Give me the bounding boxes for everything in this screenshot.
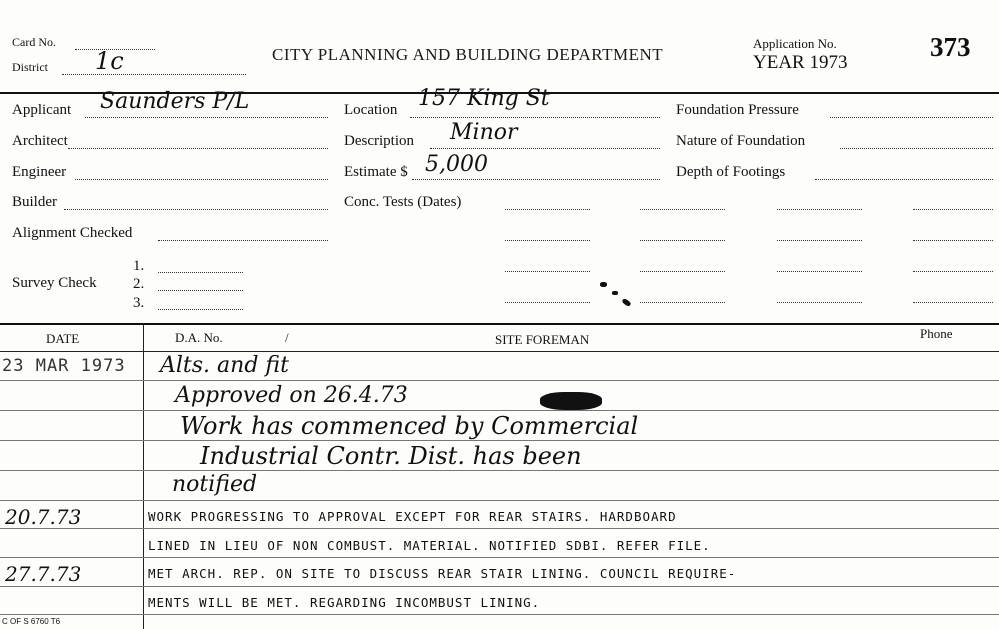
conc-line [913,240,993,241]
survey-line-1 [158,272,243,273]
survey-item-3: 3. [133,295,145,311]
estimate-line [412,179,660,180]
architect-line [68,148,328,149]
district-label: District [12,60,48,74]
conc-line [777,240,862,241]
district-line [62,74,246,75]
log-header-divider [0,351,999,352]
log-entry-1-line-2: Approved on 26.4.73 [175,383,408,408]
year-label: YEAR 1973 [753,52,848,73]
estimate-label: Estimate $ [344,164,408,180]
row-rule [0,500,999,501]
form-code: C OF S 6760 T6 [2,617,61,626]
row-rule [0,586,999,587]
description-line [430,148,660,149]
da-no-header: D.A. No. [175,330,223,345]
conc-line [777,209,862,210]
log-date-2: 20.7.73 [5,505,82,529]
applicant-value: Saunders P/L [100,89,250,114]
survey-item-1: 1. [133,258,145,274]
conc-line [505,271,590,272]
survey-item-2: 2. [133,276,145,292]
applicant-label: Applicant [12,102,72,118]
conc-line [913,271,993,272]
date-column-divider [143,323,144,629]
applicant-line [85,117,328,118]
district-value: 1c [95,47,124,75]
conc-line [777,271,862,272]
conc-line [913,302,993,303]
log-entry-1-line-1: Alts. and fit [160,353,289,378]
foundation-pressure-line [830,117,993,118]
nature-of-foundation-label: Nature of Foundation [676,133,806,149]
nature-line [840,148,993,149]
depth-of-footings-label: Depth of Footings [676,164,786,180]
row-rule [0,410,999,411]
conc-line [505,240,590,241]
location-label: Location [344,102,398,118]
conc-line [640,302,725,303]
application-no-label: Application No. [753,36,837,51]
description-value: Minor [450,120,518,145]
row-rule [0,614,999,615]
row-rule [0,528,999,529]
log-entry-1-line-5: notified [172,472,258,497]
survey-line-3 [158,309,243,310]
conc-line [505,209,590,210]
log-top-border [0,323,999,325]
department-title: CITY PLANNING AND BUILDING DEPARTMENT [272,45,664,64]
log-entry-3-line-2: MENTS WILL BE MET. REGARDING INCOMBUST LINING. [148,595,541,610]
foundation-pressure-label: Foundation Pressure [676,102,799,118]
row-rule [0,557,999,558]
redaction-mark [540,392,602,410]
description-label: Description [344,133,414,149]
location-value: 157 King St [418,86,550,111]
conc-tests-label: Conc. Tests (Dates) [344,194,462,210]
log-entry-2-line-2: LINED IN LIEU OF NON COMBUST. MATERIAL. NOTIFIED SDBI. REFER FILE. [148,538,711,553]
ink-mark [621,298,631,307]
estimate-value: 5,000 [425,152,488,177]
engineer-label: Engineer [12,164,67,180]
da-slash: / [285,330,289,345]
site-foreman-header: SITE FOREMAN [495,332,590,347]
conc-line [777,302,862,303]
row-rule [0,470,999,471]
conc-line [640,240,725,241]
alignment-line [158,240,328,241]
conc-line [640,209,725,210]
log-entry-2-line-1: WORK PROGRESSING TO APPROVAL EXCEPT FOR REAR STAIRS. HARDBOARD [148,509,677,524]
ink-mark [600,282,607,287]
log-date-3: 27.7.73 [5,562,82,586]
log-entry-3-line-1: MET ARCH. REP. ON SITE TO DISCUSS REAR STAIR LINING. COUNCIL REQUIRE- [148,566,737,581]
location-line [410,117,660,118]
depth-line [815,179,993,180]
row-rule [0,380,999,381]
alignment-checked-label: Alignment Checked [12,225,133,241]
card-no-label: Card No. [12,35,56,49]
date-column-header: DATE [46,331,80,346]
conc-line [913,209,993,210]
conc-line [505,302,590,303]
ink-mark [612,291,618,295]
architect-label: Architect [12,133,68,149]
phone-header: Phone [920,326,953,341]
log-entry-1-line-3: Work has commenced by Commercial [180,412,639,440]
builder-label: Builder [12,194,57,210]
row-rule [0,440,999,441]
survey-check-label: Survey Check [12,275,97,291]
log-entry-1-line-4: Industrial Contr. Dist. has been [200,442,582,470]
survey-line-2 [158,290,243,291]
engineer-line [75,179,328,180]
conc-line [640,271,725,272]
builder-line [64,209,328,210]
card-number: 373 [930,32,971,62]
log-date-1: 23 MAR 1973 [2,356,126,376]
